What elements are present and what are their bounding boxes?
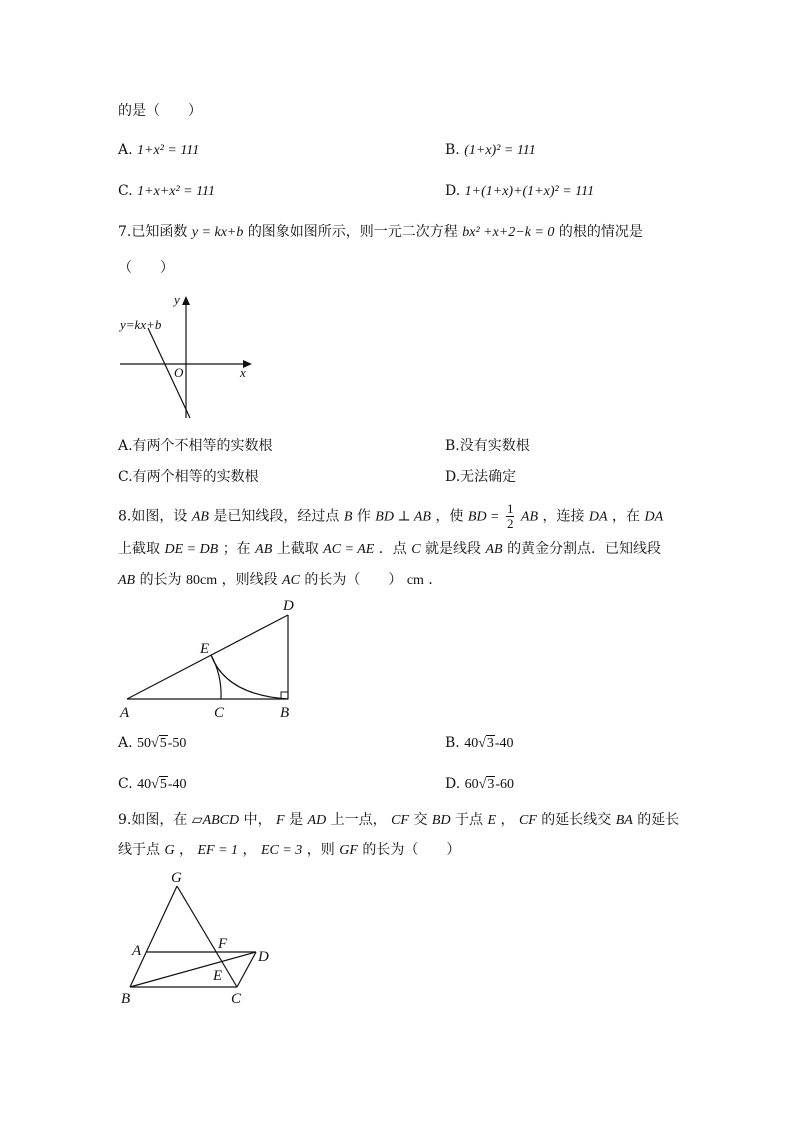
stem-text: 交 [413,812,428,828]
radicand: 3 [487,777,495,792]
stem-text: 9.如图，在 [118,812,188,828]
option-expression: 1+x² = 111 [137,143,200,158]
math-cf: CF [518,813,537,828]
stem-text: 7.已知函数 [118,224,188,240]
q8-option-b[interactable] [445,733,514,754]
label-d: D [258,949,269,965]
option-expression: (1+x)² = 111 [464,143,536,158]
segment-dc [237,952,256,987]
q7-option-c[interactable]: C.有两个相等的实数根 [118,469,259,485]
q8-option-d[interactable] [445,774,514,795]
stem-text: 的根的情况是 [558,224,643,240]
q6-stem-continuation: 的是（ ） [118,103,202,119]
function-expression: y = kx+b [191,225,244,240]
stem-text: 中， [243,812,272,828]
stem-text: ， [242,842,257,858]
math-ab: AB [191,509,209,525]
arc-de [211,655,288,699]
stem-text: 的长为 [139,572,182,588]
label-a: A [132,943,142,959]
option-label: D. [445,183,461,199]
option-coefficient: 40 [464,736,479,751]
line-label: y=kx+b [120,317,162,332]
q9-stem-line-2 [118,840,460,861]
option-expression: 1+x+x² = 111 [137,184,216,199]
math-da: DA [588,509,608,525]
math-parallelogram: ▱ABCD [191,813,240,828]
stem-text: 的长为（ ） [304,572,403,588]
stem-text: 的延长 [637,812,680,828]
option-label: C. [118,183,133,199]
y-axis-label: y [174,292,180,307]
segment-gb [130,886,177,987]
segment-ad [127,615,288,699]
stem-text: 的延长线交 [541,812,612,828]
math-ac: AC [282,573,300,588]
sqrt-symbol: √3 [478,736,494,751]
label-a: A [120,705,130,721]
math-ac-equals-ae: AC = AE [323,542,375,557]
math-perpendicular: BD ⊥ AB [375,509,431,525]
label-b: B [121,991,131,1007]
stem-text: 于点 [455,812,484,828]
q8-stem-line-2 [118,539,661,560]
math-b: B [343,509,353,525]
sqrt-symbol: √5 [151,736,167,751]
q7-graph [116,292,256,422]
option-constant: -50 [167,736,187,751]
q6-option-c[interactable] [118,181,215,202]
option-constant: -40 [494,736,514,751]
q6-option-d[interactable] [445,181,594,202]
option-label: C. [118,776,133,792]
radicand: 3 [486,736,494,751]
label-b: B [280,705,290,721]
math-bd: BD [431,813,451,828]
option-label: A. [118,735,133,751]
unit-text: cm [406,573,424,588]
stem-text: 的图象如图所示，则一元二次方程 [247,224,458,240]
stem-text: ， [179,842,194,858]
q8-stem-line-1 [118,502,663,531]
stem-text: 上截取 [276,541,319,557]
option-label: B. [445,735,460,751]
sqrt-symbol: √5 [151,777,167,792]
label-d: D [283,598,294,614]
fraction-one-half [506,502,515,531]
math-ad: AD [307,813,327,828]
length-value: 80cm [186,573,218,588]
option-coefficient: 40 [137,777,152,792]
math-da: DA [644,509,664,525]
fraction-numerator: 1 [506,501,514,516]
q6-option-a[interactable] [118,140,199,161]
option-coefficient: 50 [137,736,152,751]
math-ec-equals: EC = 3 [260,843,303,858]
q8-figure [116,595,316,720]
stem-text: 上一点， [330,812,387,828]
stem-text: ．点 [378,541,407,557]
function-line [148,328,190,418]
stem-text: ，连接 [542,508,585,525]
stem-text: ，则线段 [221,572,278,588]
stem-text: 是已知线段，经过点 [213,508,340,525]
option-constant: -60 [495,777,514,792]
stem-text: ，使 [435,508,464,525]
math-ba: BA [615,813,633,828]
stem-text: ；在 [222,541,251,557]
q8-stem-line-3 [118,570,442,591]
math-ab: AB [118,573,136,588]
q8-option-a[interactable] [118,733,186,754]
stem-text: 8.如图，设 [118,508,188,525]
option-label: A. [118,142,133,158]
math-e: E [487,813,497,828]
option-coefficient: 60 [464,777,479,792]
fraction-denominator: 2 [506,516,514,531]
math-cf: CF [391,813,409,828]
option-label: B. [445,142,460,158]
segment-bd [130,952,256,987]
label-c: C [231,991,242,1007]
equation-expression: bx² +x+2−k = 0 [462,225,555,240]
arc-ec [211,655,221,699]
math-de-equals-db: DE = DB [164,542,219,557]
radicand: 5 [159,777,167,792]
q7-stem [118,222,643,243]
stem-text: ． [428,572,443,588]
x-axis-label: x [240,365,246,380]
label-g: G [171,870,182,886]
option-label: D. [445,776,461,792]
math-f: F [276,813,285,828]
q8-option-c[interactable] [118,774,186,795]
stem-text: ，在 [612,508,641,525]
option-constant: -40 [167,777,187,792]
stem-text: ， [500,812,515,828]
label-e: E [213,968,223,984]
stem-text: 作 [356,508,371,525]
math-ef-equals: EF = 1 [197,843,239,858]
math-ab: AB [520,509,539,525]
radicand: 5 [159,736,167,751]
stem-text: ，则 [306,842,335,858]
stem-text: 是 [289,812,304,828]
math-ab: AB [255,542,273,557]
math-c: C [411,542,421,557]
q9-figure [116,866,286,1011]
stem-text: 就是线段 [425,541,482,557]
q6-option-b[interactable] [445,140,536,161]
label-f: F [218,936,228,952]
stem-text: 线于点 [118,842,160,858]
q7-option-a[interactable]: A.有两个不相等的实数根 [118,438,273,454]
q7-option-b[interactable]: B.没有实数根 [445,438,530,454]
y-axis-arrow [182,296,190,305]
math-gf: GF [339,843,358,858]
math-bd-equals: BD = [467,509,500,525]
math-ab: AB [485,542,503,557]
q7-option-d[interactable]: D.无法确定 [445,469,517,485]
stem-text: 上截取 [118,541,160,557]
origin-label: O [174,365,184,380]
label-e: E [200,641,210,657]
label-c: C [214,705,225,721]
sqrt-symbol: √3 [478,777,495,792]
q7-answer-paren: （ ） [118,260,174,276]
option-expression: 1+(1+x)+(1+x)² = 111 [464,184,595,199]
q9-stem-line-1 [118,810,679,831]
stem-text: 的黄金分割点．已知线段 [507,541,662,557]
math-g: G [164,843,175,858]
stem-text: 的长为（ ） [362,842,461,858]
